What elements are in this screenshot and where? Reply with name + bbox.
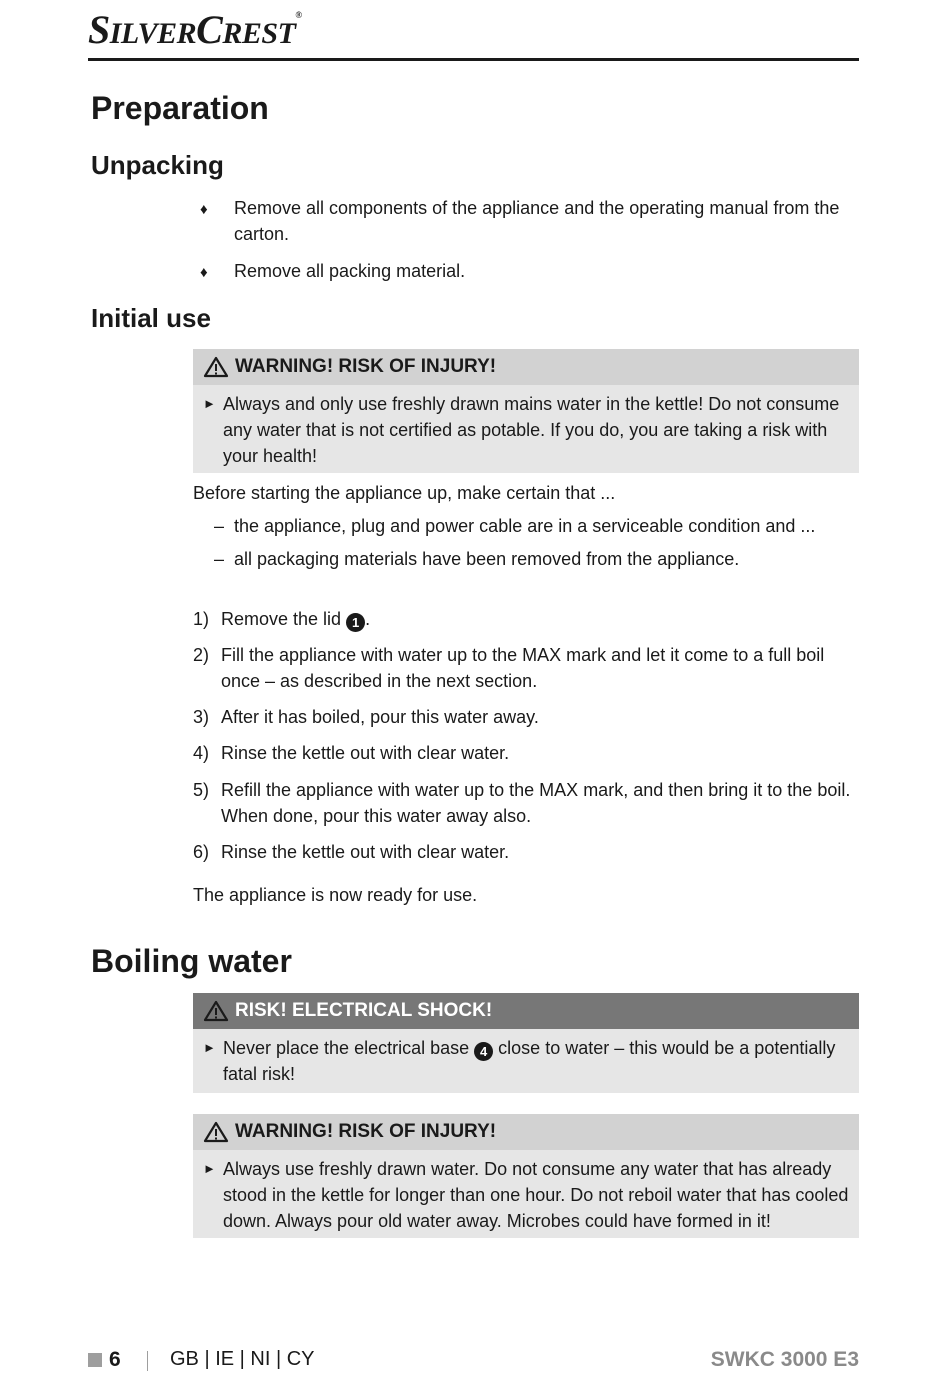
danger-body: ► Never place the electrical base 4 close to water – this would be a potentially fatal risk! — [193, 1029, 859, 1091]
step-number: 3) — [193, 707, 210, 727]
danger-header — [193, 993, 859, 1029]
step-number: 6) — [193, 842, 210, 862]
warning-heading: WARNING! RISK OF INJURY! — [235, 1121, 497, 1142]
step-number: 1) — [193, 609, 210, 629]
diamond-bullet-icon: ♦ — [200, 264, 208, 281]
checklist-item: all packaging materials have been removed from the appliance. — [234, 549, 740, 569]
step-text: Rinse the kettle out with clear water. — [221, 743, 510, 763]
warning-header — [193, 1114, 859, 1150]
ready-note: The appliance is now ready for use. — [193, 885, 478, 905]
step-number: 5) — [193, 780, 210, 800]
part-reference-badge: 1 — [346, 613, 365, 632]
danger-box-electrical-shock — [193, 993, 859, 1093]
warning-header — [193, 349, 859, 385]
warning-body: ► Always and only use freshly drawn mains water in the kettle! Do not consume any water that is not certified as potable. If you do, you are taking a risk with your health! — [193, 385, 859, 473]
warning-body: ► Always use freshly drawn water. Do not consume any water that has already stood in the kettle for longer than one hour. Do not reboil water that has cooled down. Always pour old water away. Microbes could have formed in it! — [193, 1150, 859, 1238]
step-number: 2) — [193, 645, 210, 665]
model-number: SWKC 3000 E3 — [710, 1348, 859, 1371]
dash-bullet: – — [214, 549, 225, 569]
step-number: 4) — [193, 743, 210, 763]
warning-heading: WARNING! RISK OF INJURY! — [235, 356, 497, 377]
unpacking-bullet: Remove all packing material. — [234, 261, 466, 281]
brand-logo: SILVERCREST® — [88, 7, 302, 52]
step-text: Refill the appliance with water up to the MAX mark, and then bring it to the boil. When done, pour this water away also. — [221, 780, 851, 826]
warning-box-boiling — [193, 1114, 859, 1238]
country-codes: GB | IE | NI | CY — [170, 1348, 315, 1370]
part-reference-badge: 4 — [474, 1042, 493, 1061]
subsection-title-unpacking: Unpacking — [91, 150, 224, 180]
dash-bullet: – — [214, 516, 225, 536]
danger-heading: RISK! ELECTRICAL SHOCK! — [235, 1000, 493, 1021]
warning-triangle-icon — [203, 356, 229, 378]
warning-triangle-icon — [203, 1000, 229, 1022]
arrow-bullet-icon: ► — [203, 1040, 216, 1055]
arrow-bullet-icon: ► — [203, 1161, 216, 1176]
subsection-title-initial-use: Initial use — [91, 303, 211, 333]
step-text: Fill the appliance with water up to the MAX mark and let it come to a full boil once – as described in the next section. — [221, 645, 825, 691]
warning-box-initial-use — [193, 349, 859, 473]
footer-divider — [147, 1351, 148, 1371]
section-title-boiling-water: Boiling water — [91, 943, 292, 979]
arrow-bullet-icon: ► — [203, 396, 216, 411]
checklist-item: the appliance, plug and power cable are in a serviceable condition and ... — [234, 516, 816, 536]
step-text: Rinse the kettle out with clear water. — [221, 842, 510, 862]
unpacking-bullet: Remove all components of the appliance and the operating manual from the carton. — [234, 198, 840, 244]
step-text: After it has boiled, pour this water away. — [221, 707, 539, 727]
page-number: 6 — [109, 1348, 121, 1371]
warning-triangle-icon — [203, 1121, 229, 1143]
section-title-preparation: Preparation — [91, 90, 269, 126]
header-rule — [88, 58, 859, 61]
footer-marker — [88, 1353, 102, 1367]
step-text: Remove the lid 1 . — [221, 609, 371, 630]
checklist-intro: Before starting the appliance up, make certain that ... — [193, 483, 616, 503]
diamond-bullet-icon: ♦ — [200, 201, 208, 218]
